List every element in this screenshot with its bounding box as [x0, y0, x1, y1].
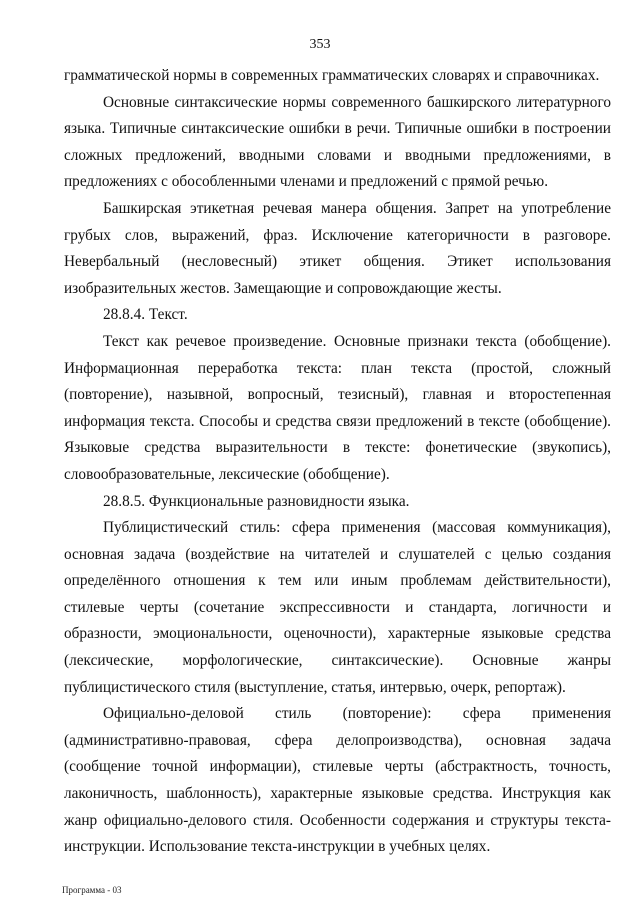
paragraph-continuation: грамматической нормы в современных грамматических словарях и справочниках. — [64, 67, 600, 84]
paragraph-etiquette: Башкирская этикетная речевая манера общения. Запрет на употребление грубых слов, выражений, фраз. Исключение категоричности в разговоре. Невербальный (несловесный) этикет общения. Этикет использования изобразительных жестов. Замещающие и сопровождающие жесты. — [64, 199, 611, 297]
page-number: 353 — [309, 37, 331, 52]
document-body — [64, 63, 611, 861]
page-footer: Программа - 03 — [62, 885, 122, 895]
paragraph-publicistic-style: Публицистический стиль: сфера применения (массовая коммуникация), основная задача (воздействие на читателей и слушателей с целью создания определённого отношения к тем или иным проблемам действительности), стилевые черты (сочетание экспрессивности и стандарта, логичности и образности, эмоциональности, оценочности), характерные языковые средства (лексические, морфологические, синтаксические). Основные жанры публицистического стиля (выступление, статья, интервью, очерк, репортаж). — [64, 519, 611, 696]
paragraph-official-style: Официально-деловой стиль (повторение): сфера применения (административно-правовая, сфера делопроизводства), основная задача (сообщение точной информации), стилевые черты (абстрактность, точность, лаконичность, шаблонность), характерные языковые средства. Инструкция как жанр официально-делового стиля. Особенности содержания и структуры текста-инструкции. Использование текста-инструкции в учебных целях. — [64, 705, 611, 856]
section-heading-functional-styles: 28.8.5. Функциональные разновидности языка. — [103, 492, 410, 510]
paragraph-text: Текст как речевое произведение. Основные признаки текста (обобщение). Информационная переработка текста: план текста (простой, сложный (повторение), назывной, вопросный, тезисный), главная и второстепенная информация текста. Способы и средства связи предложений в тексте (обобщение). Языковые средства выразительности в тексте: фонетические (звукопись), словообразовательные, лексические (обобщение). — [64, 332, 611, 483]
paragraph-syntax-norms: Основные синтаксические нормы современного башкирского литературного языка. Типичные синтаксические ошибки в речи. Типичные ошибки в построении сложных предложений, вводными словами и вводными предложениями, в предложениях с обособленными членами и предложений с прямой речью. — [64, 93, 611, 191]
section-heading-text: 28.8.4. Текст. — [103, 306, 188, 324]
